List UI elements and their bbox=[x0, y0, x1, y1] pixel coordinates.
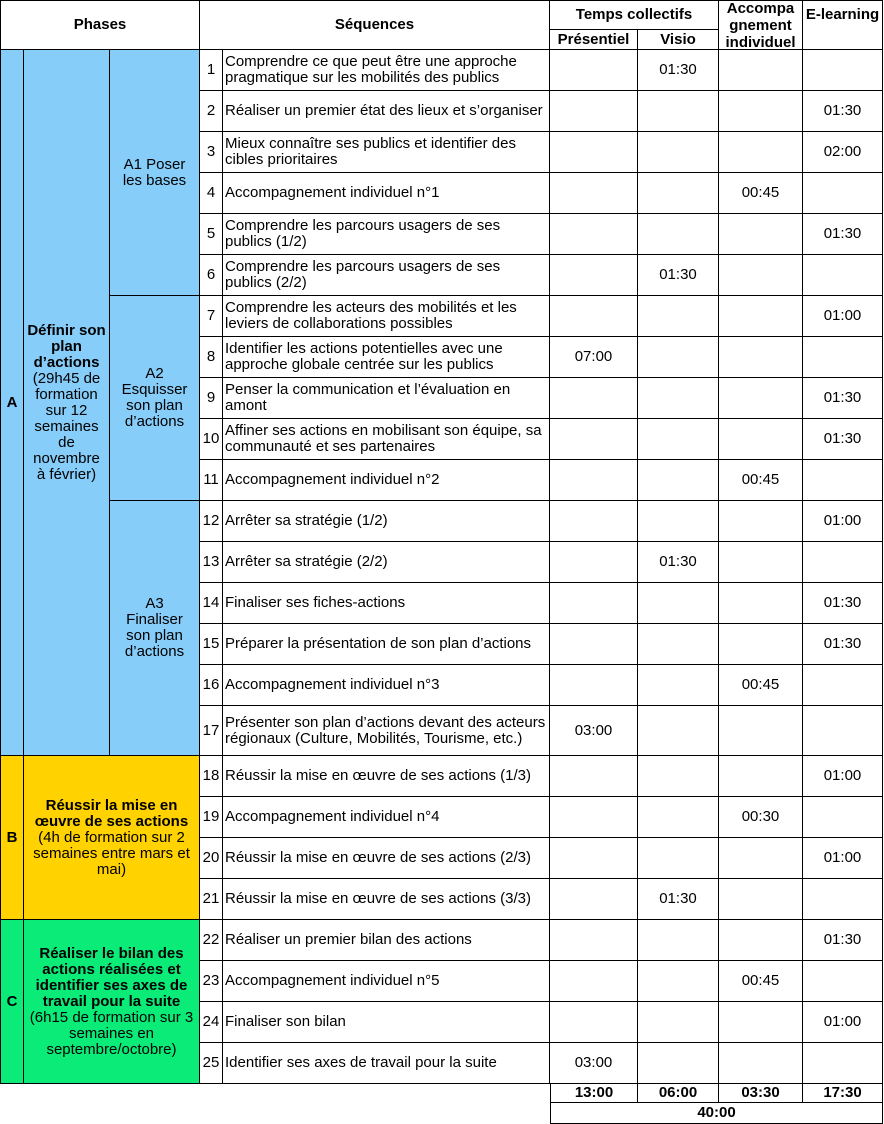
presentiel-cell bbox=[550, 214, 638, 255]
presentiel-cell bbox=[550, 378, 638, 419]
sequence-label: Affiner ses actions en mobilisant son équipe, sa communauté et ses partenaires bbox=[223, 419, 550, 460]
presentiel-cell bbox=[550, 1002, 638, 1043]
elearning-cell bbox=[803, 1043, 883, 1084]
header-temps-collectifs: Temps collectifs bbox=[550, 0, 719, 30]
sequence-number: 10 bbox=[200, 419, 223, 460]
sequence-number: 1 bbox=[200, 50, 223, 91]
visio-cell: 01:30 bbox=[638, 255, 719, 296]
accompagnement-cell: 00:45 bbox=[719, 665, 803, 706]
sequence-label: Réussir la mise en œuvre de ses actions (2/3) bbox=[223, 838, 550, 879]
accompagnement-cell bbox=[719, 501, 803, 542]
elearning-cell bbox=[803, 255, 883, 296]
sequence-number: 20 bbox=[200, 838, 223, 879]
accompagnement-cell bbox=[719, 50, 803, 91]
header-sequences: Séquences bbox=[200, 0, 550, 50]
phase-b-detail: (4h de formation sur 2 semaines entre mars et mai) bbox=[33, 828, 190, 878]
phase-b-title: Réussir la mise en œuvre de ses actions bbox=[34, 796, 189, 830]
presentiel-cell bbox=[550, 665, 638, 706]
sequence-label: Mieux connaître ses publics et identifier des cibles prioritaires bbox=[223, 132, 550, 173]
accompagnement-cell bbox=[719, 255, 803, 296]
visio-cell bbox=[638, 460, 719, 501]
elearning-cell: 01:00 bbox=[803, 756, 883, 797]
accompagnement-cell bbox=[719, 296, 803, 337]
elearning-cell: 02:00 bbox=[803, 132, 883, 173]
accompagnement-cell bbox=[719, 706, 803, 756]
presentiel-cell bbox=[550, 296, 638, 337]
accompagnement-cell bbox=[719, 1002, 803, 1043]
sequence-label: Identifier les actions potentielles avec une approche globale centrée sur les publics bbox=[223, 337, 550, 378]
visio-cell bbox=[638, 173, 719, 214]
accompagnement-cell bbox=[719, 624, 803, 665]
sequence-label: Réaliser un premier état des lieux et s’organiser bbox=[223, 91, 550, 132]
sequence-number: 11 bbox=[200, 460, 223, 501]
presentiel-cell bbox=[550, 624, 638, 665]
presentiel-cell bbox=[550, 879, 638, 920]
presentiel-cell bbox=[550, 50, 638, 91]
elearning-cell bbox=[803, 797, 883, 838]
sequence-label: Accompagnement individuel n°3 bbox=[223, 665, 550, 706]
elearning-cell bbox=[803, 542, 883, 583]
visio-cell bbox=[638, 296, 719, 337]
accompagnement-cell bbox=[719, 583, 803, 624]
sequence-number: 7 bbox=[200, 296, 223, 337]
accompagnement-cell bbox=[719, 91, 803, 132]
sequence-label: Identifier ses axes de travail pour la suite bbox=[223, 1043, 550, 1084]
elearning-cell: 01:30 bbox=[803, 920, 883, 961]
presentiel-cell bbox=[550, 501, 638, 542]
visio-cell: 01:30 bbox=[638, 50, 719, 91]
accompagnement-cell bbox=[719, 419, 803, 460]
grand-total: 40:00 bbox=[550, 1103, 883, 1124]
visio-cell: 01:30 bbox=[638, 879, 719, 920]
elearning-cell: 01:00 bbox=[803, 838, 883, 879]
presentiel-cell bbox=[550, 132, 638, 173]
sequence-label: Réussir la mise en œuvre de ses actions (3/3) bbox=[223, 879, 550, 920]
elearning-cell: 01:30 bbox=[803, 583, 883, 624]
accompagnement-cell bbox=[719, 132, 803, 173]
header-elearning: E-learning bbox=[803, 0, 883, 50]
sequence-number: 12 bbox=[200, 501, 223, 542]
subphase-a2: A2 Esquisser son plan d’actions bbox=[110, 296, 200, 501]
accompagnement-cell bbox=[719, 920, 803, 961]
sequence-label: Réussir la mise en œuvre de ses actions (1/3) bbox=[223, 756, 550, 797]
visio-cell bbox=[638, 706, 719, 756]
elearning-cell: 01:30 bbox=[803, 419, 883, 460]
presentiel-cell bbox=[550, 460, 638, 501]
presentiel-cell bbox=[550, 797, 638, 838]
accompagnement-cell: 00:45 bbox=[719, 173, 803, 214]
subphase-a1: A1 Poser les bases bbox=[110, 50, 200, 296]
accompagnement-cell: 00:30 bbox=[719, 797, 803, 838]
presentiel-cell bbox=[550, 542, 638, 583]
presentiel-cell: 03:00 bbox=[550, 1043, 638, 1084]
phase-a-title: Définir son plan d’actions bbox=[27, 321, 106, 371]
visio-cell bbox=[638, 665, 719, 706]
presentiel-cell bbox=[550, 961, 638, 1002]
sequence-label: Arrêter sa stratégie (1/2) bbox=[223, 501, 550, 542]
visio-cell bbox=[638, 378, 719, 419]
header-presentiel: Présentiel bbox=[550, 30, 638, 50]
elearning-cell: 01:30 bbox=[803, 91, 883, 132]
phase-c-title: Réaliser le bilan des actions réalisées et identifier ses axes de travail pour la suite bbox=[35, 944, 188, 1010]
accompagnement-cell bbox=[719, 1043, 803, 1084]
sequence-number: 25 bbox=[200, 1043, 223, 1084]
presentiel-cell bbox=[550, 583, 638, 624]
sequence-number: 14 bbox=[200, 583, 223, 624]
accompagnement-cell bbox=[719, 838, 803, 879]
phase-c-detail: (6h15 de formation sur 3 semaines en septembre/octobre) bbox=[29, 1008, 194, 1058]
elearning-cell bbox=[803, 173, 883, 214]
sequence-number: 4 bbox=[200, 173, 223, 214]
visio-cell bbox=[638, 214, 719, 255]
visio-cell bbox=[638, 920, 719, 961]
accompagnement-cell bbox=[719, 337, 803, 378]
sequence-label: Accompagnement individuel n°4 bbox=[223, 797, 550, 838]
sequence-number: 9 bbox=[200, 378, 223, 419]
sequence-number: 17 bbox=[200, 706, 223, 756]
subphase-a3: A3 Finaliser son plan d’actions bbox=[110, 501, 200, 756]
visio-cell bbox=[638, 91, 719, 132]
sequence-number: 8 bbox=[200, 337, 223, 378]
elearning-cell: 01:30 bbox=[803, 378, 883, 419]
visio-cell bbox=[638, 1043, 719, 1084]
header-accompagnement: Accompa gnement individuel bbox=[719, 0, 803, 50]
visio-cell bbox=[638, 583, 719, 624]
sequence-number: 19 bbox=[200, 797, 223, 838]
sequence-label: Accompagnement individuel n°1 bbox=[223, 173, 550, 214]
phase-c-description bbox=[24, 920, 200, 1084]
presentiel-cell bbox=[550, 419, 638, 460]
sequence-number: 2 bbox=[200, 91, 223, 132]
header-phases: Phases bbox=[0, 0, 200, 50]
presentiel-cell bbox=[550, 255, 638, 296]
sequence-number: 24 bbox=[200, 1002, 223, 1043]
visio-cell bbox=[638, 838, 719, 879]
presentiel-cell bbox=[550, 920, 638, 961]
sequence-label: Présenter son plan d’actions devant des acteurs régionaux (Culture, Mobilités, Tourisme, etc.) bbox=[223, 706, 550, 756]
elearning-cell bbox=[803, 879, 883, 920]
phase-letter-c: C bbox=[0, 920, 24, 1084]
elearning-cell: 01:30 bbox=[803, 624, 883, 665]
visio-cell bbox=[638, 337, 719, 378]
visio-cell bbox=[638, 961, 719, 1002]
elearning-cell bbox=[803, 460, 883, 501]
accompagnement-cell bbox=[719, 756, 803, 797]
sequence-number: 13 bbox=[200, 542, 223, 583]
accompagnement-cell: 00:45 bbox=[719, 460, 803, 501]
visio-cell bbox=[638, 797, 719, 838]
sequence-number: 18 bbox=[200, 756, 223, 797]
sequence-label: Finaliser ses fiches-actions bbox=[223, 583, 550, 624]
presentiel-cell: 07:00 bbox=[550, 337, 638, 378]
sequence-label: Penser la communication et l’évaluation en amont bbox=[223, 378, 550, 419]
visio-cell bbox=[638, 132, 719, 173]
sequence-label: Comprendre les parcours usagers de ses publics (2/2) bbox=[223, 255, 550, 296]
sequence-number: 3 bbox=[200, 132, 223, 173]
accompagnement-cell bbox=[719, 378, 803, 419]
sequence-number: 5 bbox=[200, 214, 223, 255]
elearning-cell: 01:00 bbox=[803, 1002, 883, 1043]
sequence-number: 23 bbox=[200, 961, 223, 1002]
phase-a-detail: (29h45 de formation sur 12 semaines de novembre à février) bbox=[32, 369, 101, 483]
elearning-cell bbox=[803, 50, 883, 91]
total-visio: 06:00 bbox=[638, 1084, 719, 1103]
presentiel-cell bbox=[550, 173, 638, 214]
presentiel-cell: 03:00 bbox=[550, 706, 638, 756]
elearning-cell bbox=[803, 337, 883, 378]
header-visio: Visio bbox=[638, 30, 719, 50]
phase-a-description bbox=[24, 50, 110, 756]
sequence-label: Réaliser un premier bilan des actions bbox=[223, 920, 550, 961]
elearning-cell bbox=[803, 961, 883, 1002]
elearning-cell: 01:00 bbox=[803, 296, 883, 337]
total-accompagnement: 03:30 bbox=[719, 1084, 803, 1103]
visio-cell bbox=[638, 1002, 719, 1043]
visio-cell bbox=[638, 501, 719, 542]
phase-letter-a: A bbox=[0, 50, 24, 756]
total-elearning: 17:30 bbox=[803, 1084, 883, 1103]
total-presentiel: 13:00 bbox=[550, 1084, 638, 1103]
sequence-label: Arrêter sa stratégie (2/2) bbox=[223, 542, 550, 583]
elearning-cell bbox=[803, 665, 883, 706]
sequence-number: 15 bbox=[200, 624, 223, 665]
visio-cell bbox=[638, 624, 719, 665]
accompagnement-cell bbox=[719, 542, 803, 583]
accompagnement-cell bbox=[719, 879, 803, 920]
accompagnement-cell: 00:45 bbox=[719, 961, 803, 1002]
phase-letter-b: B bbox=[0, 756, 24, 920]
presentiel-cell bbox=[550, 91, 638, 132]
elearning-cell bbox=[803, 706, 883, 756]
sequence-label: Comprendre les parcours usagers de ses publics (1/2) bbox=[223, 214, 550, 255]
elearning-cell: 01:30 bbox=[803, 214, 883, 255]
presentiel-cell bbox=[550, 756, 638, 797]
sequence-number: 16 bbox=[200, 665, 223, 706]
sequence-number: 6 bbox=[200, 255, 223, 296]
elearning-cell: 01:00 bbox=[803, 501, 883, 542]
sequence-label: Préparer la présentation de son plan d’actions bbox=[223, 624, 550, 665]
visio-cell: 01:30 bbox=[638, 542, 719, 583]
sequence-number: 21 bbox=[200, 879, 223, 920]
phase-b-description bbox=[24, 756, 200, 920]
sequence-label: Finaliser son bilan bbox=[223, 1002, 550, 1043]
accompagnement-cell bbox=[719, 214, 803, 255]
sequence-number: 22 bbox=[200, 920, 223, 961]
sequence-label: Accompagnement individuel n°5 bbox=[223, 961, 550, 1002]
presentiel-cell bbox=[550, 838, 638, 879]
sequence-label: Accompagnement individuel n°2 bbox=[223, 460, 550, 501]
visio-cell bbox=[638, 756, 719, 797]
sequence-label: Comprendre ce que peut être une approche pragmatique sur les mobilités des publics bbox=[223, 50, 550, 91]
visio-cell bbox=[638, 419, 719, 460]
sequence-label: Comprendre les acteurs des mobilités et les leviers de collaborations possibles bbox=[223, 296, 550, 337]
